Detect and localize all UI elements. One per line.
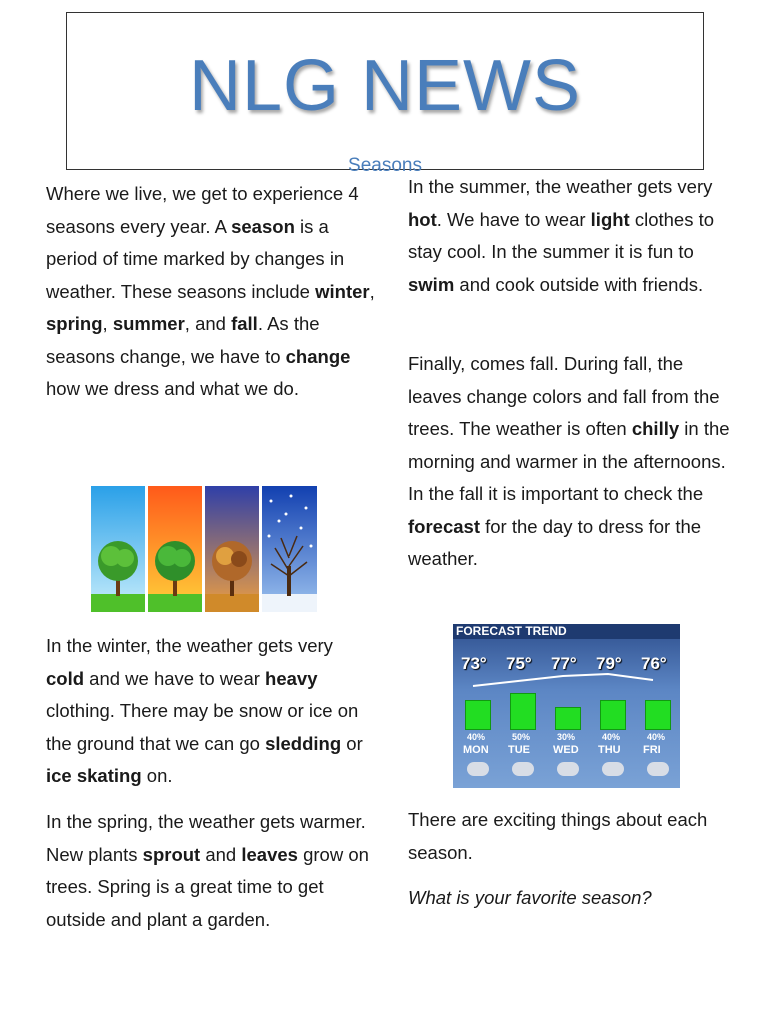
fall-panel — [205, 486, 259, 612]
bold-term: forecast — [408, 515, 480, 537]
forecast-temp: 75° — [506, 654, 532, 673]
bold-term: heavy — [265, 667, 318, 689]
forecast-precip-pct: 40% — [467, 732, 486, 742]
fall-paragraph — [408, 348, 738, 576]
forecast-precip-bar — [645, 700, 671, 730]
text-run: In the summer, the weather gets very — [408, 176, 713, 197]
summer-paragraph — [408, 171, 738, 301]
forecast-precip-bar — [510, 693, 536, 730]
weather-cloud-icon — [512, 762, 534, 776]
weather-cloud-icon — [647, 762, 669, 776]
weather-cloud-icon — [602, 762, 624, 776]
text-run: and we have to wear — [84, 667, 266, 689]
bold-term: sprout — [142, 843, 201, 865]
forecast-precip-pct: 40% — [602, 732, 621, 742]
winter-panel — [262, 486, 317, 612]
forecast-precip-bar — [465, 700, 491, 730]
text-run: , — [369, 280, 375, 302]
text-run: . As the seasons change, we have to — [46, 313, 320, 367]
bold-term: winter — [315, 280, 370, 302]
newsletter-title: NLG NEWS — [188, 46, 582, 126]
bold-term: sledding — [265, 732, 342, 754]
forecast-temp: 77° — [551, 654, 577, 673]
winter-paragraph — [46, 630, 376, 793]
bold-term: leaves — [241, 843, 298, 865]
forecast-header: FORECAST TREND — [453, 624, 680, 639]
text-run: and cook outside with friends. — [454, 273, 704, 295]
forecast-temp: 73° — [461, 654, 487, 673]
text-run: . We have to wear — [436, 208, 591, 230]
forecast-trend-graphic — [453, 624, 680, 788]
bold-term: chilly — [631, 418, 680, 439]
forecast-day: TUE — [508, 744, 530, 756]
bold-term: light — [590, 208, 630, 230]
forecast-precip-bar — [600, 700, 626, 730]
question-paragraph — [408, 882, 738, 915]
bold-term: fall — [231, 313, 258, 334]
summer-panel — [148, 486, 202, 612]
masthead — [66, 12, 704, 176]
weather-cloud-icon — [557, 762, 579, 776]
text-run: Finally, comes fall. During fall, the leaves change colors and fall from the trees. The weather is often — [408, 353, 720, 439]
bold-term: ice skating — [46, 765, 142, 786]
text-run: In the spring, the weather gets warmer. New plants — [46, 811, 366, 865]
weather-cloud-icon — [467, 762, 489, 776]
intro-paragraph — [46, 178, 376, 406]
four-seasons-trees-image — [91, 486, 317, 612]
text-run: on. — [141, 765, 173, 786]
exciting-paragraph — [408, 804, 738, 869]
text-run: There are exciting things about each season. — [408, 809, 708, 863]
text-run: In the winter, the weather gets very — [46, 635, 333, 656]
forecast-precip-pct: 30% — [557, 732, 576, 742]
forecast-day: THU — [598, 744, 621, 756]
text-run: and — [200, 843, 242, 865]
italic-text: What is your favorite season? — [408, 887, 652, 908]
text-run: , and — [184, 313, 232, 334]
forecast-precip-pct: 40% — [647, 732, 666, 742]
text-run: Where we live, we get to experience 4 seasons every year. A — [46, 183, 359, 237]
forecast-day: WED — [553, 744, 579, 756]
spring-panel — [91, 486, 145, 612]
newsletter-subtitle: Seasons — [348, 155, 422, 176]
forecast-temp: 79° — [596, 654, 622, 673]
forecast-precip-pct: 50% — [512, 732, 531, 742]
text-run: clothes to stay cool. In the summer it is fun to — [408, 208, 715, 262]
bold-term: swim — [408, 273, 455, 295]
text-run: in the morning and warmer in the afternoons. In the fall it is important to check the — [408, 418, 730, 504]
text-run: clothing. There may be snow or ice on the ground that we can go — [46, 700, 359, 754]
text-run: grow on trees. Spring is a great time to get outside and plant a garden. — [46, 843, 369, 930]
bold-term: season — [231, 215, 295, 237]
text-run: how we dress and what we do. — [46, 378, 299, 399]
bold-term: change — [285, 345, 351, 367]
bold-term: summer — [112, 313, 185, 334]
forecast-day: MON — [463, 744, 489, 756]
bold-term: cold — [46, 667, 85, 689]
bold-term: spring — [46, 313, 103, 334]
spring-paragraph — [46, 806, 376, 936]
forecast-temp: 76° — [641, 654, 667, 673]
bold-term: hot — [408, 208, 437, 230]
text-run: for the day to dress for the weather. — [408, 515, 702, 569]
forecast-day: FRI — [643, 744, 661, 756]
text-run: or — [341, 732, 363, 754]
forecast-precip-bar — [555, 707, 581, 730]
text-run: , — [102, 313, 113, 334]
text-run: is a period of time marked by changes in weather. These seasons include — [46, 215, 345, 302]
